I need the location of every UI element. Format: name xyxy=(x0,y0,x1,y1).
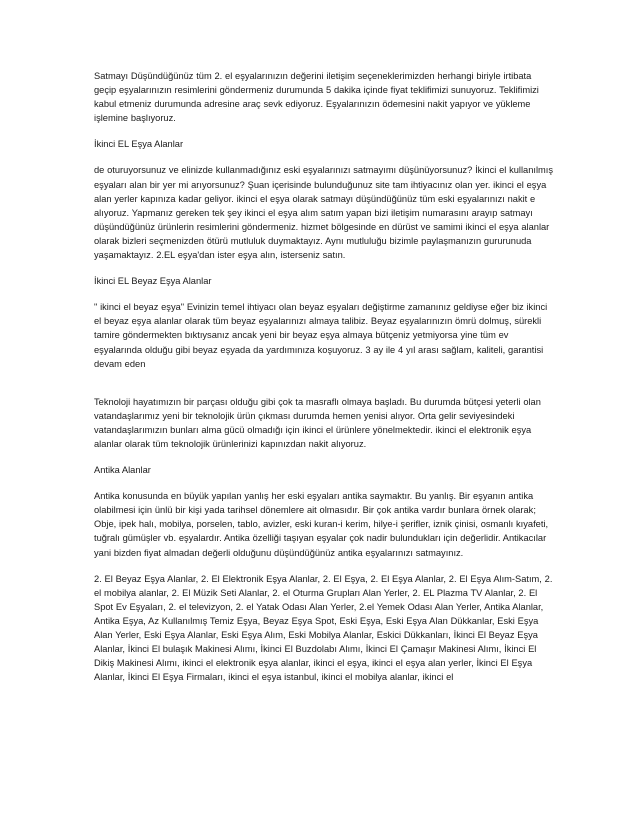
intro-paragraph: Satmayı Düşündüğünüz tüm 2. el eşyalarınızın değerini iletişim seçeneklerimizden herhangi biriyle irtibata geçip eşyalarınızın resimlerini göndermeniz durumunda 5 dakika içinde fiyat teklifimizi sunuyoruz. Teklifimizi kabul etmeniz durumunda adresine araç sevk ediyoruz. Eşyalarınızın ödemesini nakit yapıyor ve yükleme işlemine başlıyoruz. xyxy=(94,71,539,124)
section-heading-second-hand: İkinci EL Eşya Alanlar xyxy=(94,139,184,150)
document-page xyxy=(94,69,554,696)
antique-paragraph: Antika konusunda en büyük yapılan yanlış her eski eşyaları antika saymaktır. Bu yanlış. Bir eşyanın antika olabilmesi için ünlü bir kişi yada tarihsel dönemlere ait olmasıdır. Bir çok antika vardır bunlara örnek olarak; Obje, ipek halı, mobilya, porselen, tablo, avizler, eski kuran-i kerim, hilye-i şerifler, iznik çinisi, osmanlı kıyafeti, tuğralı gümüşler vb. eşyalardır. Antika özelliği taşıyan eşyalar çok nadir bulundukları için değerlidir. Antikacılar yani bizden fiyat almadan değerli olduğunu düşündüğünüz antika eşyalarınızı satmayınız. xyxy=(94,491,549,558)
white-goods-paragraph: " ikinci el beyaz eşya" Evinizin temel ihtiyacı olan beyaz eşyaları değiştirme zamanınız geldiyse eğer biz ikinci el beyaz eşya alanlar olarak tüm beyaz eşyalarınızı almaya talibiz. Beyaz eşyalarınızın ömrü dolmuş, sürekli tamire göndermekten bıktıysanız ancak yeni bir beyaz eşya almaya bütçeniz yetmiyorsa yine tüm ev eşyalarında olduğu gibi beyaz eşyada da yardımınıza koşuyoruz. 3 ay ile 4 yıl arası sağlam, kaliteli, garantisi devam eden xyxy=(94,302,548,369)
section-heading-antique: Antika Alanlar xyxy=(94,465,151,476)
section-heading-white-goods: İkinci EL Beyaz Eşya Alanlar xyxy=(94,276,212,287)
technology-paragraph: Teknoloji hayatımızın bir parçası olduğu gibi çok ta masraflı olmaya başladı. Bu durumda bütçesi yeterli olan vatandaşlarımız yeni bir teknolojik ürün çıkması durumda hemen yenisi alıyor. Orta gelir seviyesindeki vatandaşlarımızın bunları alma gücü olmadığı için ikinci el ürünlere yönelmektedir. ikinci el elektronik eşya alanlar olarak tüm teknolojik ürünlerinizi kapınızdan nakit alıyoruz. xyxy=(94,396,541,449)
second-hand-paragraph: de oturuyorsunuz ve elinizde kullanmadığınız eski eşyalarınızı satmayımı düşünüyorsunuz? İkinci el kullanılmış eşyaları alan bir yer mi arıyorsunuz? Şuan içerisinde bulunduğunuz site tam ihtiyacınız olan yer. ikinci el eşya alan yerler kapınıza kadar geliyor. ikinci el eşya olarak satmayı düşündüğünüz tüm eski eşyalarınızı nakit e alıyoruz. Yapmanız gereken tek şey ikinci el eşya alım satım yapan bizi iletişim numarasını arayıp satmayı düşündüğünüz ürünlerin resimlerini göndermeniz. hizmet bölgesinde en dürüst ve samimi ikinci el eşya alanlar olarak bizleri seçmenizden ötürü mutluluk duymaktayız. Aynı mutluluğu bizimle paylaşmanızın gururunuda yaşamaktayız. 2.EL eşya'dan ister eşya alın, isterseniz satın. xyxy=(94,165,554,261)
keywords-paragraph: 2. El Beyaz Eşya Alanlar, 2. El Elektronik Eşya Alanlar, 2. El Eşya, 2. El Eşya Alanlar, 2. El Eşya Alım-Satım, 2. el mobilya alanlar, 2. El Müzik Seti Alanlar, 2. el Oturma Grupları Alan Yerler, 2. EL Plazma TV Alanlar, 2. El Spot Ev Eşyaları, 2. el televizyon, 2. el Yatak Odası Alan Yerler, 2.el Yemek Odası Alan Yerler, Antika Alanlar, Antika Eşya, Az Kullanılmış Temiz Eşya, Beyaz Eşya Spot, Eski Eşya, Eski Eşya Alan Dükkanlar, Eski Eşya Alan Yerler, Eski Eşya Alanlar, Eski Eşya Alım, Eski Mobilya Alanlar, Eskici Dükkanları, İkinci El Beyaz Eşya Alanlar, İkinci El bulaşık Makinesi Alımı, İkinci El Buzdolabı Alımı, İkinci El Çamaşır Makinesi Alımı, İkinci El Dikiş Makinesi Alımı, ikinci el elektronik eşya alanlar, ikinci el eşya, ikinci el eşya alan yerler, İkinci El Eşya Alanlar, İkinci El Eşya Firmaları, ikinci el eşya istanbul, ikinci el mobilya alanlar, ikinci el xyxy=(94,573,553,683)
